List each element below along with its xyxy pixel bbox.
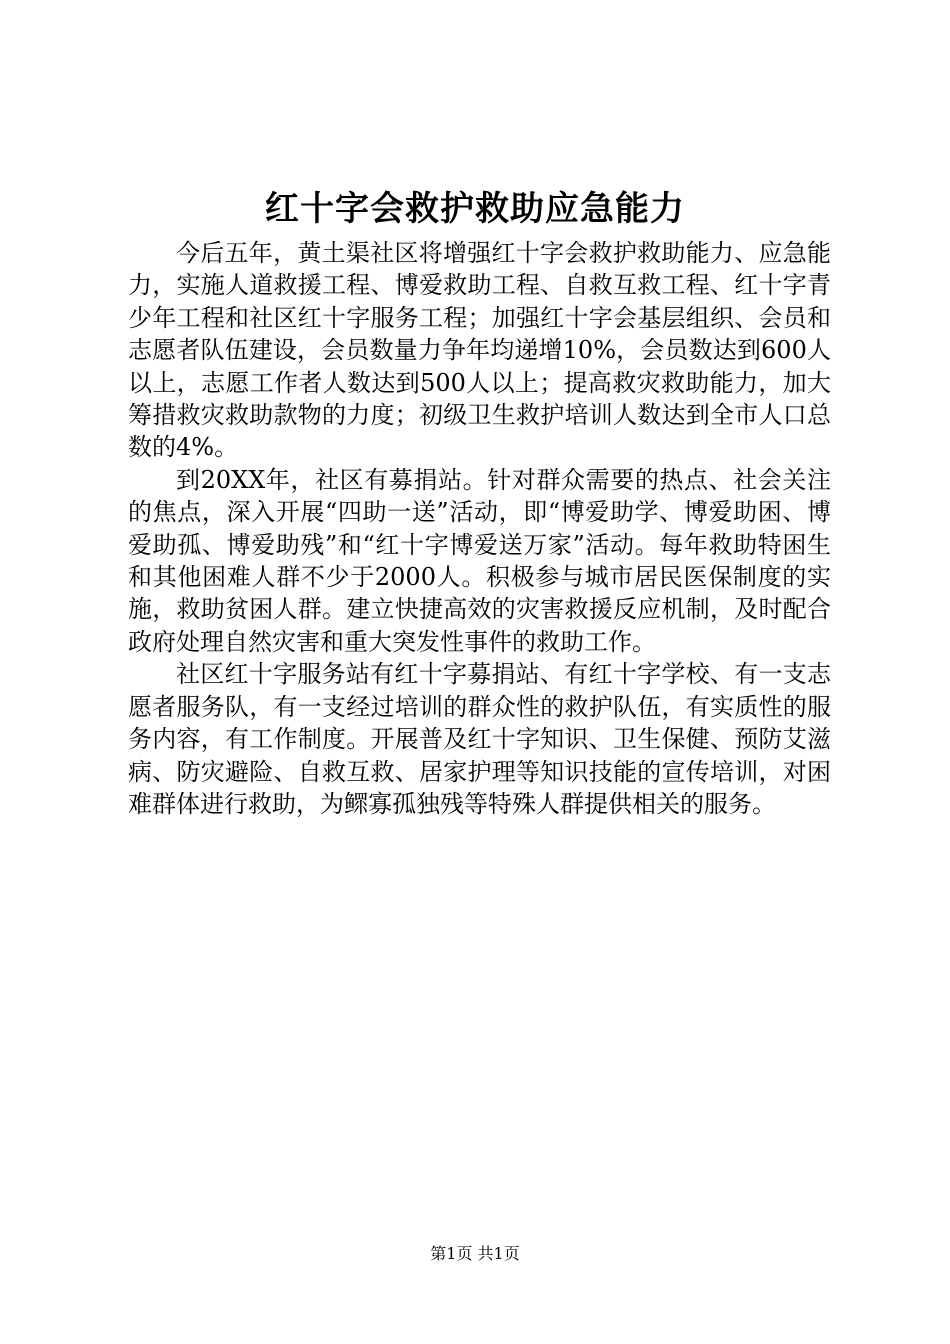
- document-title: 红十字会救护救助应急能力: [265, 189, 685, 229]
- paragraph-2: 到20XX年，社区有募捐站。针对群众需要的热点、社会关注的焦点，深入开展“四助一送”活动，即“博爱助学、博爱助困、博爱助孤、博爱助残”和“红十字博爱送万家”活动。每年救助特困生和其他困难人群不少于2000人。积极参与城市居民医保制度的实施，救助贫困人群。建立快捷高效的灾害救援反应机制，及时配合政府处理自然灾害和重大突发性事件的救助工作。: [128, 465, 831, 656]
- paragraph-1: 今后五年，黄土渠社区将增强红十字会救护救助能力、应急能力，实施人道救援工程、博爱救助工程、自救互救工程、红十字青少年工程和社区红十字服务工程；加强红十字会基层组织、会员和志愿者队伍建设，会员数量力争年均递增10%，会员数达到600人以上，志愿工作者人数达到500人以上；提高救灾救助能力，加大筹措救灾救助款物的力度；初级卫生救护培训人数达到全市人口总数的4%。: [128, 239, 831, 462]
- paragraph-3: 社区红十字服务站有红十字募捐站、有红十字学校、有一支志愿者服务队，有一支经过培训的群众性的救护队伍，有实质性的服务内容，有工作制度。开展普及红十字知识、卫生保健、预防艾滋病、防灾避险、自救互救、居家护理等知识技能的宣传培训，对困难群体进行救助，为鳏寡孤独残等特殊人群提供相关的服务。: [128, 660, 831, 818]
- document-body: [128, 237, 831, 820]
- page-footer: 第1页 共1页: [430, 1244, 520, 1263]
